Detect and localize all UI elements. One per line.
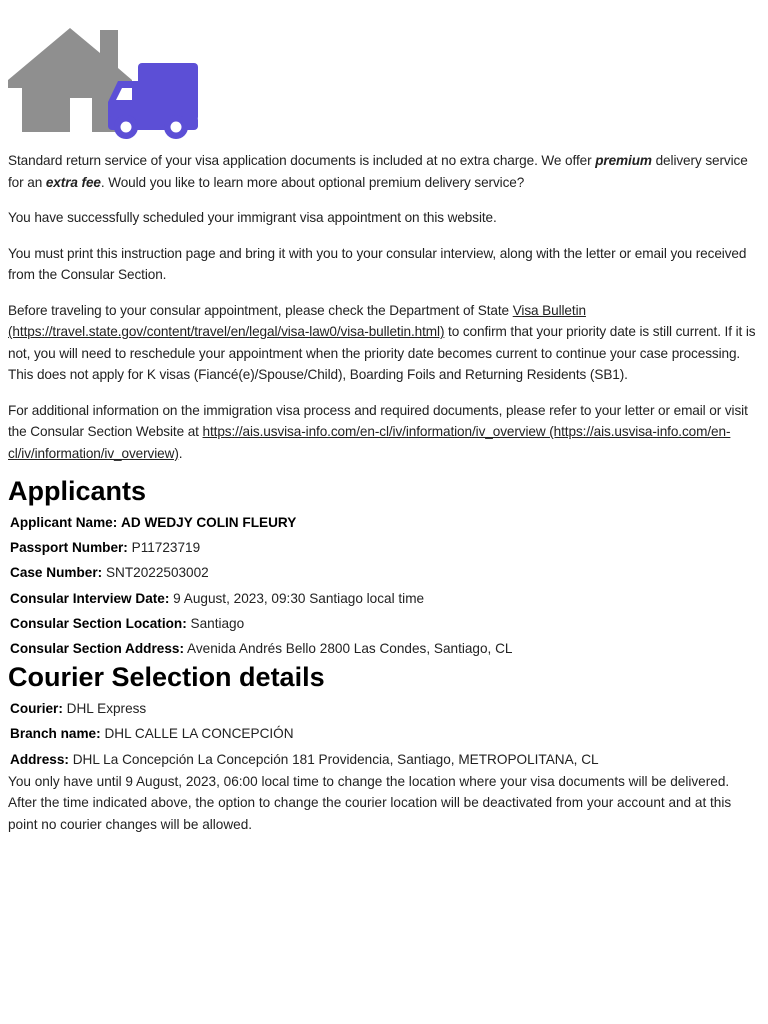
field-label: Courier: bbox=[10, 701, 63, 717]
applicant-details bbox=[10, 513, 760, 664]
applicant-name-row bbox=[10, 513, 760, 538]
section-location-value: Santiago bbox=[190, 615, 245, 631]
premium-emphasis: premium bbox=[595, 153, 652, 168]
case-number-value: SNT2022503002 bbox=[105, 565, 209, 581]
field-label: Consular Interview Date: bbox=[10, 590, 170, 606]
intro-text: Standard return service of your visa application documents is included at no extra charge. We offer bbox=[8, 153, 596, 168]
courier-value: DHL Express bbox=[66, 701, 147, 717]
case-number-row bbox=[10, 563, 760, 588]
extra-fee-emphasis: extra fee bbox=[45, 174, 101, 190]
courier-row bbox=[10, 699, 760, 724]
courier-address-value: DHL La Concepción La Concepción 181 Providencia, Santiago, METROPOLITANA, CL bbox=[72, 751, 599, 767]
courier-details bbox=[10, 699, 760, 775]
section-address-value: Avenida Andrés Bello 2800 Las Condes, Santiago, CL bbox=[187, 640, 513, 656]
field-label: Branch name: bbox=[10, 726, 101, 742]
premium-delivery-paragraph bbox=[8, 150, 760, 193]
intro-text: to confirm that your priority date is still current. If it is not, you will need to reschedule your appointment when the priority date becomes current to continue your case processing. This does not apply for K visas (Fiancé(e)/Spouse/Child), Boarding Foils and Returning Residents (SB1). bbox=[8, 324, 756, 382]
courier-change-deadline-note: You only have until 9 August, 2023, 06:00 local time to change the location where your visa documents will be delivered. After the time indicated above, the option to change the courier location will be deactivated from your account and at this point no courier changes will be allowed. bbox=[8, 773, 732, 832]
scheduled-paragraph: You have successfully scheduled your immigrant visa appointment on this website. bbox=[8, 210, 497, 225]
additional-info-paragraph bbox=[8, 400, 760, 465]
intro-text: . Would you like to learn more about optional premium delivery service? bbox=[100, 174, 525, 190]
print-instructions-paragraph: You must print this instruction page and bring it with you to your consular interview, along with the letter or email you received from the Consular Section. bbox=[8, 245, 747, 282]
interview-date-value: 9 August, 2023, 09:30 Santiago local time bbox=[173, 590, 425, 606]
field-label: Consular Section Location: bbox=[10, 615, 187, 631]
visa-bulletin-link[interactable]: Visa Bulletin (https://travel.state.gov/content/travel/en/legal/visa-law0/visa-bulletin.html) bbox=[8, 302, 586, 339]
intro-text: Before traveling to your consular appointment, please check the Department of State bbox=[8, 302, 513, 318]
passport-number-value: P11723719 bbox=[131, 540, 201, 556]
intro-text: delivery service for an bbox=[8, 153, 748, 190]
applicants-heading: Applicants bbox=[8, 476, 147, 506]
consular-section-website-link[interactable]: https://ais.usvisa-info.com/en-cl/iv/information/iv_overview (https://ais.usvisa-info.com/en-cl/iv/information/iv_overview) bbox=[8, 424, 731, 461]
field-label: Consular Section Address: bbox=[10, 640, 184, 656]
passport-number-row bbox=[10, 538, 760, 563]
intro-text: . bbox=[178, 445, 183, 461]
instructions-content bbox=[8, 150, 760, 835]
home-delivery-truck-icon bbox=[8, 26, 200, 142]
visa-bulletin-paragraph bbox=[8, 300, 760, 386]
field-label: Passport Number: bbox=[10, 540, 128, 556]
applicant-name-value: AD WEDJY COLIN FLEURY bbox=[121, 515, 297, 530]
field-label: Applicant Name: bbox=[10, 515, 118, 530]
field-label: Case Number: bbox=[10, 565, 103, 581]
interview-date-row bbox=[10, 589, 760, 614]
intro-text: For additional information on the immigration visa process and required documents, please refer to your letter or email or visit the Consular Section Website at bbox=[8, 402, 748, 439]
branch-name-row bbox=[10, 724, 760, 749]
field-label: Address: bbox=[10, 751, 69, 767]
branch-name-value: DHL CALLE LA CONCEPCIÓN bbox=[104, 726, 294, 742]
section-location-row bbox=[10, 614, 760, 639]
courier-heading: Courier Selection details bbox=[8, 662, 325, 693]
